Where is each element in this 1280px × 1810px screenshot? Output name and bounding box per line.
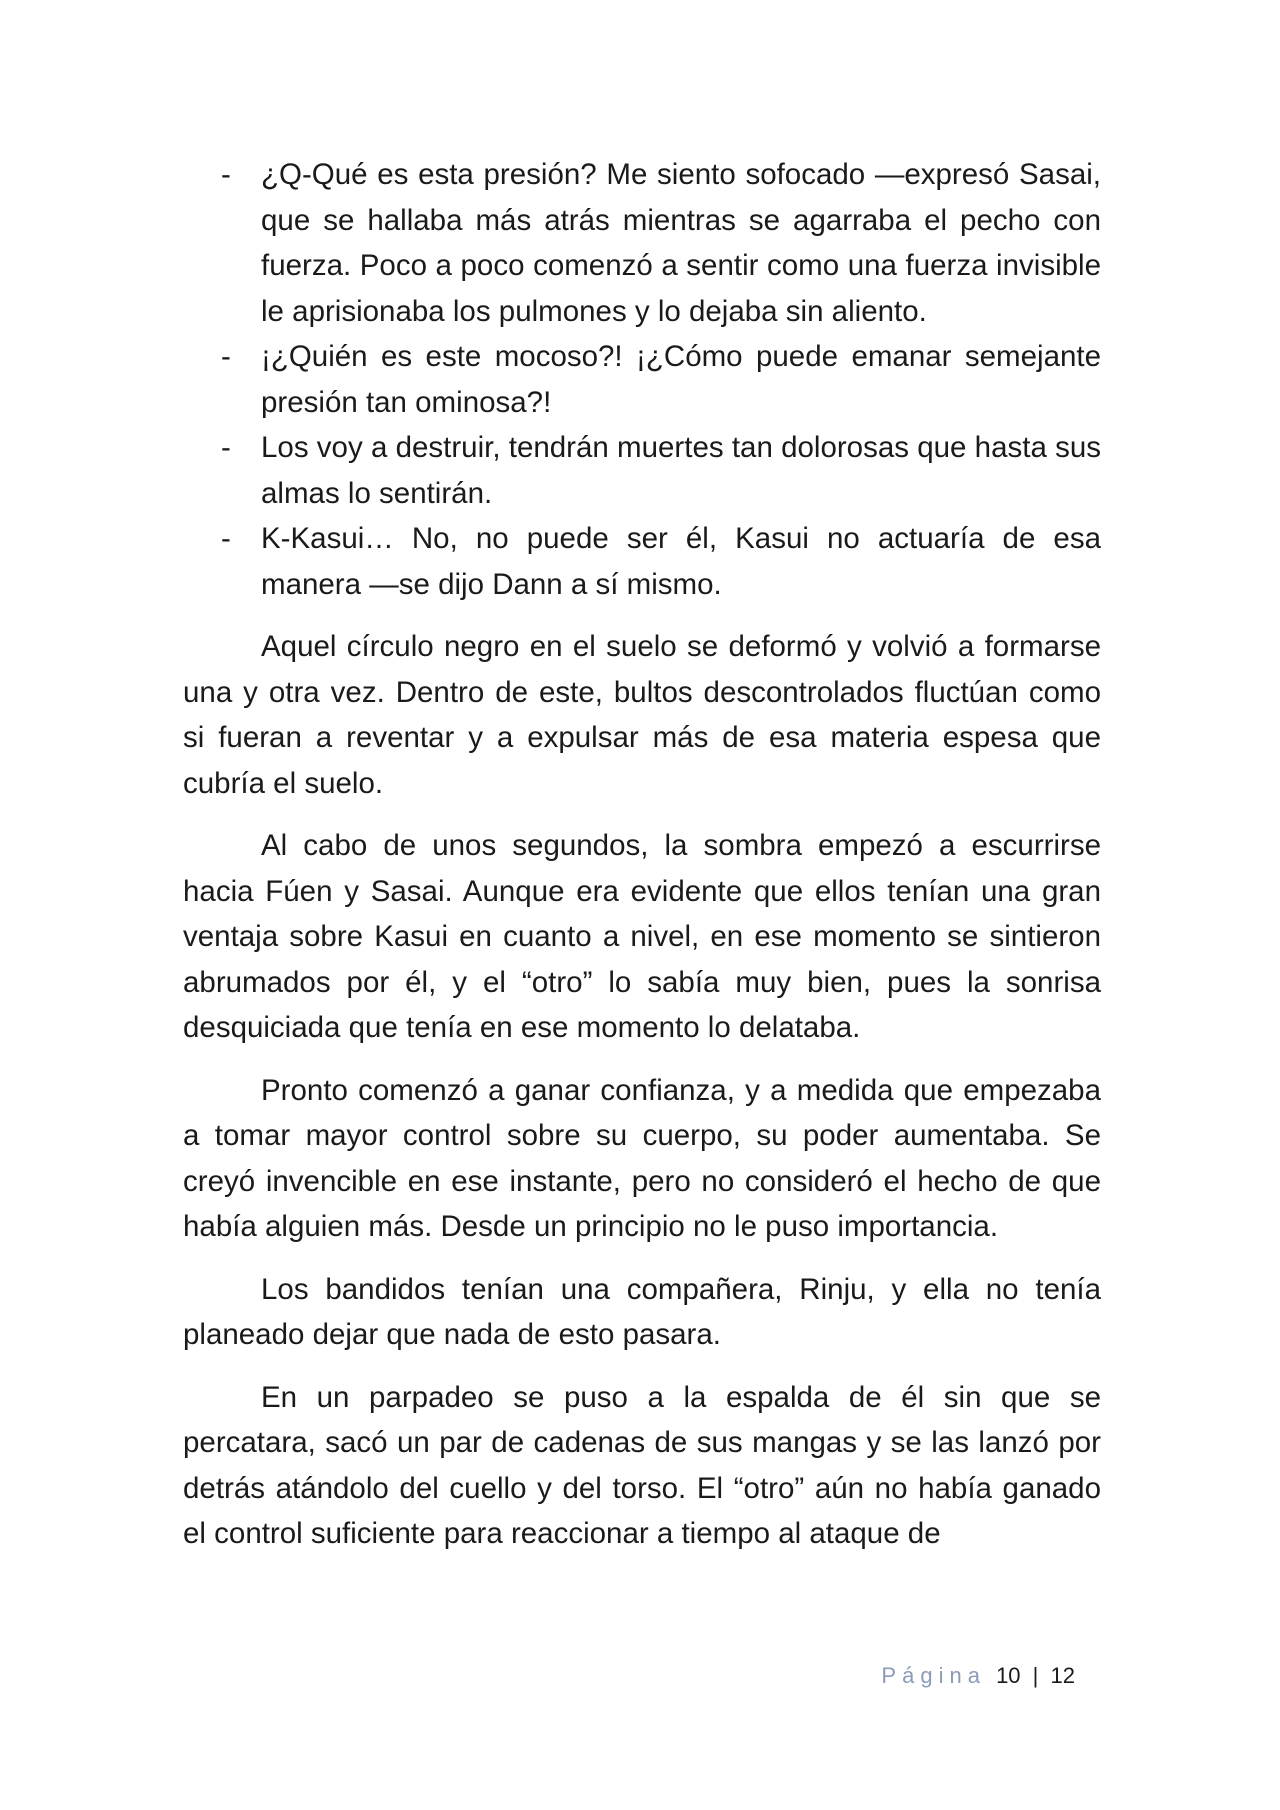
dialogue-line — [183, 334, 1101, 425]
dialogue-list — [183, 152, 1101, 607]
page-footer — [700, 1661, 1075, 1691]
paragraph: Pronto comenzó a ganar confianza, y a medida que empezaba a tomar mayor control sobre su cuerpo, su poder aumentaba. Se creyó invencible en ese instante, pero no consideró el hecho de que había alguien más. Desde un principio no le puso importancia. — [183, 1073, 1101, 1243]
dialogue-text: ¿Q-Qué es esta presión? Me siento sofocado —expresó Sasai, que se hallaba más atrás mientras se agarraba el pecho con fuerza. Poco a poco comenzó a sentir como una fuerza invisible le aprisionaba los pulmones y lo dejaba sin aliento. — [261, 158, 1101, 328]
paragraph: Al cabo de unos segundos, la sombra empezó a escurrirse hacia Fúen y Sasai. Aunque era evidente que ellos tenían una gran ventaja sobre Kasui en cuanto a nivel, en ese momento se sintieron abrumados por él, y el “otro” lo sabía muy bien, pues la sonrisa desquiciada que tenía en ese momento lo delataba. — [183, 829, 1101, 1044]
dialogue-line — [183, 516, 1101, 607]
page-separator: | — [1032, 1663, 1039, 1688]
page-total: 12 — [1050, 1663, 1075, 1688]
dialogue-dash: - — [221, 522, 231, 555]
dialogue-text: K-Kasui… No, no puede ser él, Kasui no actuaría de esa manera —se dijo Dann a sí mismo. — [261, 522, 1101, 601]
dialogue-dash: - — [221, 340, 231, 373]
paragraph: Los bandidos tenían una compañera, Rinju, y ella no tenía planeado dejar que nada de esto pasara. — [183, 1272, 1101, 1351]
page-label: Página — [881, 1663, 986, 1688]
page-number: 10 — [996, 1663, 1021, 1688]
dialogue-dash: - — [221, 431, 231, 464]
dialogue-line — [183, 425, 1101, 516]
dialogue-text: ¡¿Quién es este mocoso?! ¡¿Cómo puede emanar semejante presión tan ominosa?! — [261, 340, 1101, 419]
dialogue-dash: - — [221, 158, 231, 191]
dialogue-line — [183, 152, 1101, 334]
page-body — [183, 152, 1101, 1557]
dialogue-text: Los voy a destruir, tendrán muertes tan dolorosas que hasta sus almas lo sentirán. — [261, 431, 1101, 510]
paragraph: En un parpadeo se puso a la espalda de él sin que se percatara, sacó un par de cadenas de sus mangas y se las lanzó por detrás atándolo del cuello y del torso. El “otro” aún no había ganado el control suficiente para reaccionar a tiempo al ataque de — [183, 1380, 1101, 1550]
paragraph: Aquel círculo negro en el suelo se deformó y volvió a formarse una y otra vez. Dentro de este, bultos descontrolados fluctúan como si fueran a reventar y a expulsar más de esa materia espesa que cubría el suelo. — [183, 630, 1101, 800]
